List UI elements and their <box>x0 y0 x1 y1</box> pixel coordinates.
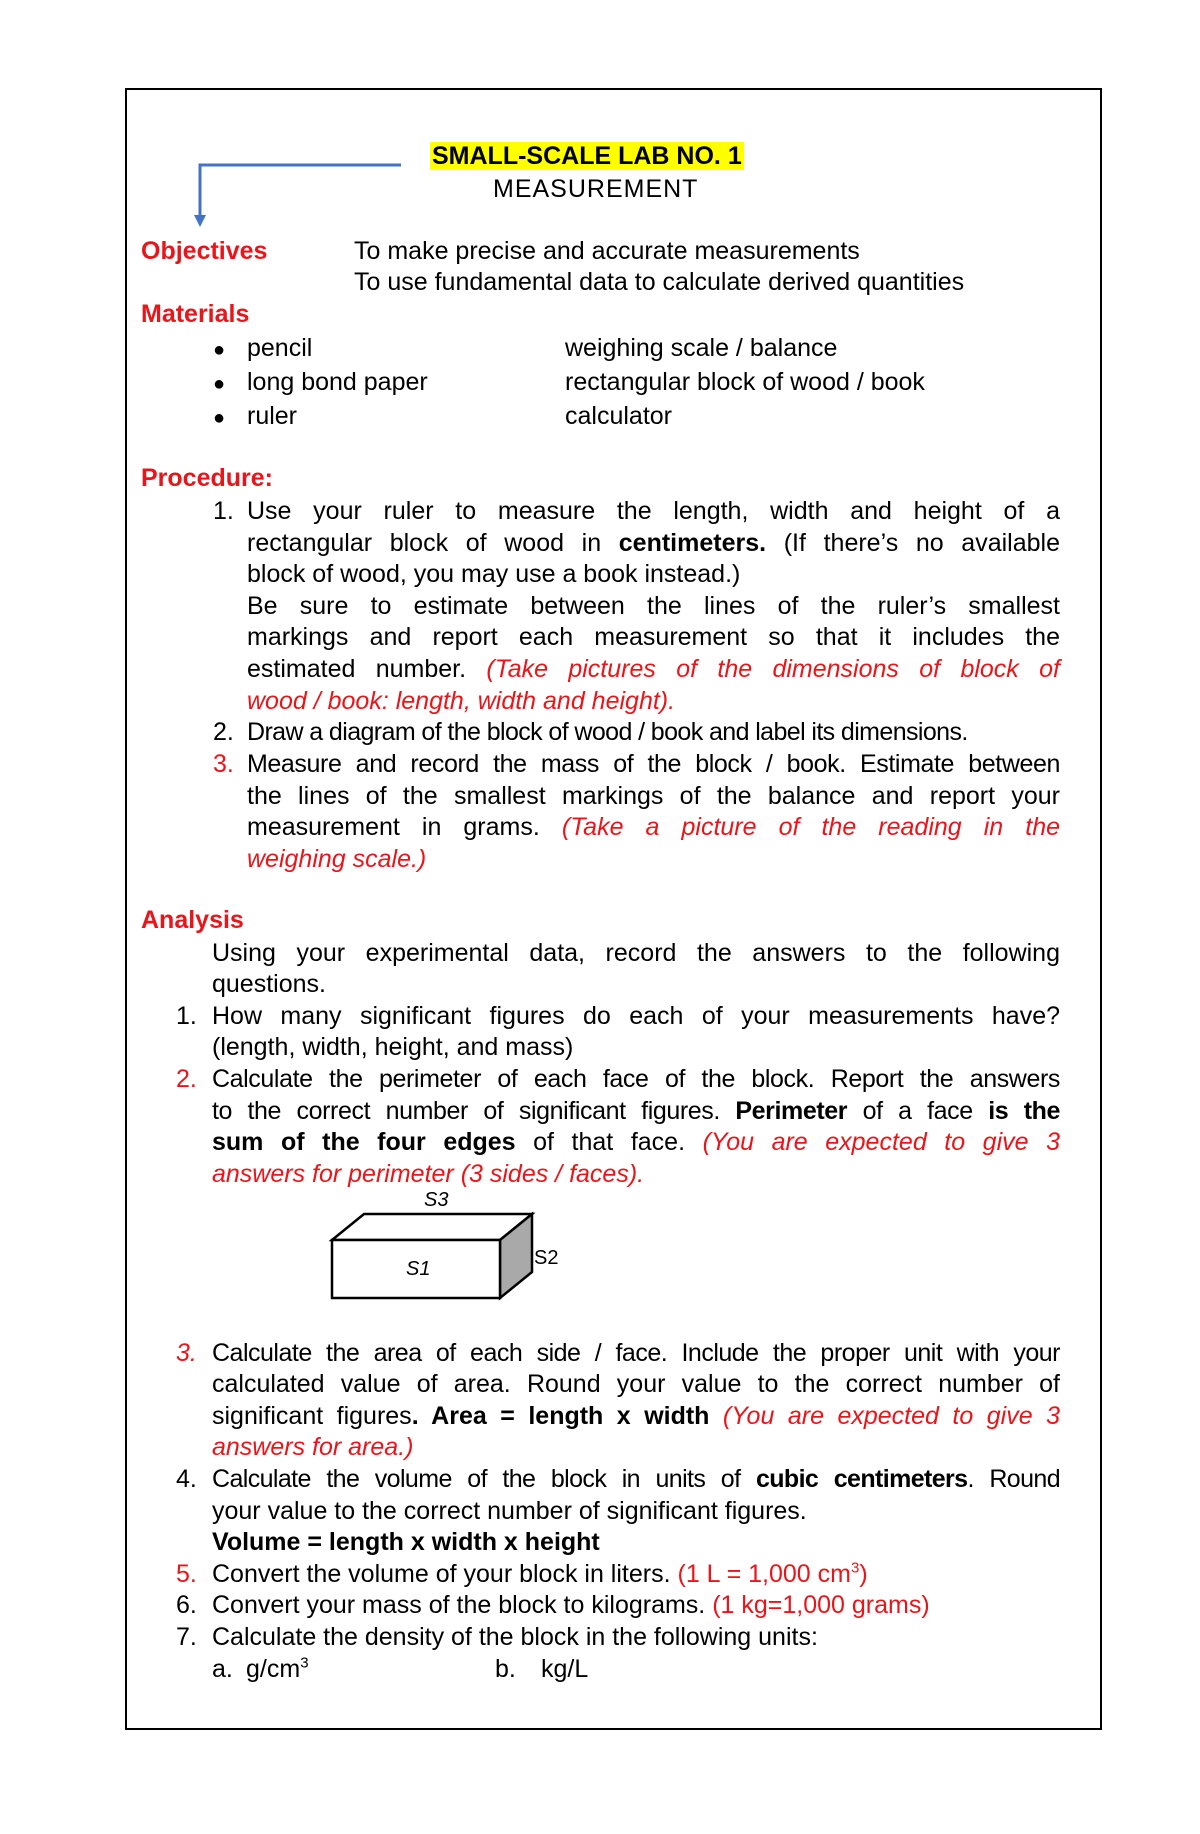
unit-b-label: b. <box>495 1655 516 1683</box>
question-1-line: How many significant figures do each of your measurements have? <box>212 1002 1060 1030</box>
unit-a-label: a. <box>212 1655 233 1683</box>
step-3-line: measurement in grams. (Take a picture of the reading in the <box>247 813 1061 841</box>
step-1-line: block of wood, you may use a book instead.) <box>247 560 741 588</box>
question-3-line: Calculate the area of each side / face. Include the proper unit with your <box>212 1339 1060 1367</box>
material-scale: weighing scale / balance <box>565 334 838 362</box>
material-calculator: calculator <box>565 402 672 430</box>
question-3-line: answers for area.) <box>212 1433 414 1461</box>
step-1-line: Use your ruler to measure the length, width and height of a <box>247 497 1060 525</box>
objectives-heading: Objectives <box>141 237 268 265</box>
material-ruler: ruler <box>247 402 298 430</box>
question-number: 1. <box>176 1002 197 1030</box>
bullet-icon: ● <box>213 407 226 429</box>
question-number: 7. <box>176 1623 197 1651</box>
question-number: 4. <box>176 1465 197 1493</box>
step-1-line: wood / book: length, width and height). <box>247 687 676 715</box>
block-top-face <box>332 1214 532 1240</box>
analysis-heading: Analysis <box>141 906 244 934</box>
question-3-line: significant figures. Area = length x width (You are expected to give 3 <box>212 1402 1060 1430</box>
label-s1: S1 <box>406 1258 431 1280</box>
question-2-line: answers for perimeter (3 sides / faces). <box>212 1160 645 1188</box>
bullet-icon: ● <box>213 339 226 361</box>
question-5-line: Convert the volume of your block in liters. (1 L = 1,000 $cm^3$) <box>212 1559 868 1588</box>
label-s3: S3 <box>424 1189 449 1211</box>
question-1-line: (length, width, height, and mass) <box>212 1033 574 1061</box>
analysis-intro: questions. <box>212 970 326 998</box>
step-3-line: the lines of the smallest markings of the balance and report your <box>247 782 1060 810</box>
step-number: 1. <box>213 497 234 525</box>
material-pencil: pencil <box>247 334 313 362</box>
step-number: 3. <box>213 750 234 778</box>
question-2-line: to the correct number of significant figures. Perimeter of a face is the <box>212 1097 1060 1125</box>
arrow-icon <box>190 155 410 230</box>
step-3-line: weighing scale.) <box>247 845 427 873</box>
question-2-line: sum of the four edges of that face. (You are expected to give 3 <box>212 1128 1061 1156</box>
step-2-text: Draw a diagram of the block of wood / book and label its dimensions. <box>247 718 968 746</box>
unit-b: kg/L <box>541 1655 589 1683</box>
material-block: rectangular block of wood / book <box>565 368 925 396</box>
label-s2: S2 <box>534 1247 559 1269</box>
step-1-line: markings and report each measurement so that it includes the <box>247 623 1060 651</box>
lab-subtitle: MEASUREMENT <box>493 175 699 203</box>
analysis-intro: Using your experimental data, record the answers to the following <box>212 939 1060 967</box>
step-1-line: rectangular block of wood in centimeters. (If there’s no available <box>247 529 1060 557</box>
lab-title-text: SMALL-SCALE LAB NO. 1 <box>432 142 742 170</box>
objective-2: To use fundamental data to calculate derived quantities <box>354 268 965 296</box>
bullet-icon: ● <box>213 373 226 395</box>
objective-1: To make precise and accurate measurements <box>354 237 860 265</box>
volume-formula: Volume = length x width x height <box>212 1528 600 1556</box>
materials-heading: Materials <box>141 300 250 328</box>
question-number: 6. <box>176 1591 197 1619</box>
procedure-heading: Procedure: <box>141 464 273 492</box>
step-1-line: estimated number. (Take pictures of the dimensions of block of <box>247 655 1060 683</box>
question-7-line: Calculate the density of the block in the following units: <box>212 1623 818 1651</box>
question-3-line: calculated value of area. Round your value to the correct number of <box>212 1370 1060 1398</box>
question-4-line: your value to the correct number of significant figures. <box>212 1497 807 1525</box>
step-1-line: Be sure to estimate between the lines of the ruler’s smallest <box>247 592 1060 620</box>
step-number: 2. <box>213 718 234 746</box>
question-number: 5. <box>176 1560 197 1588</box>
unit-a: $g/cm^3$ <box>246 1654 309 1683</box>
question-number: 2. <box>176 1065 197 1093</box>
question-4-line: Calculate the volume of the block in units of cubic centimeters. Round <box>212 1465 1060 1493</box>
step-3-line: Measure and record the mass of the block / book. Estimate between <box>247 750 1060 778</box>
question-number: 3. <box>176 1339 197 1367</box>
question-2-line: Calculate the perimeter of each face of the block. Report the answers <box>212 1065 1060 1093</box>
lab-title <box>430 142 744 171</box>
question-6-line: Convert your mass of the block to kilograms. (1 kg=1,000 grams) <box>212 1591 930 1619</box>
material-bond-paper: long bond paper <box>247 368 428 396</box>
